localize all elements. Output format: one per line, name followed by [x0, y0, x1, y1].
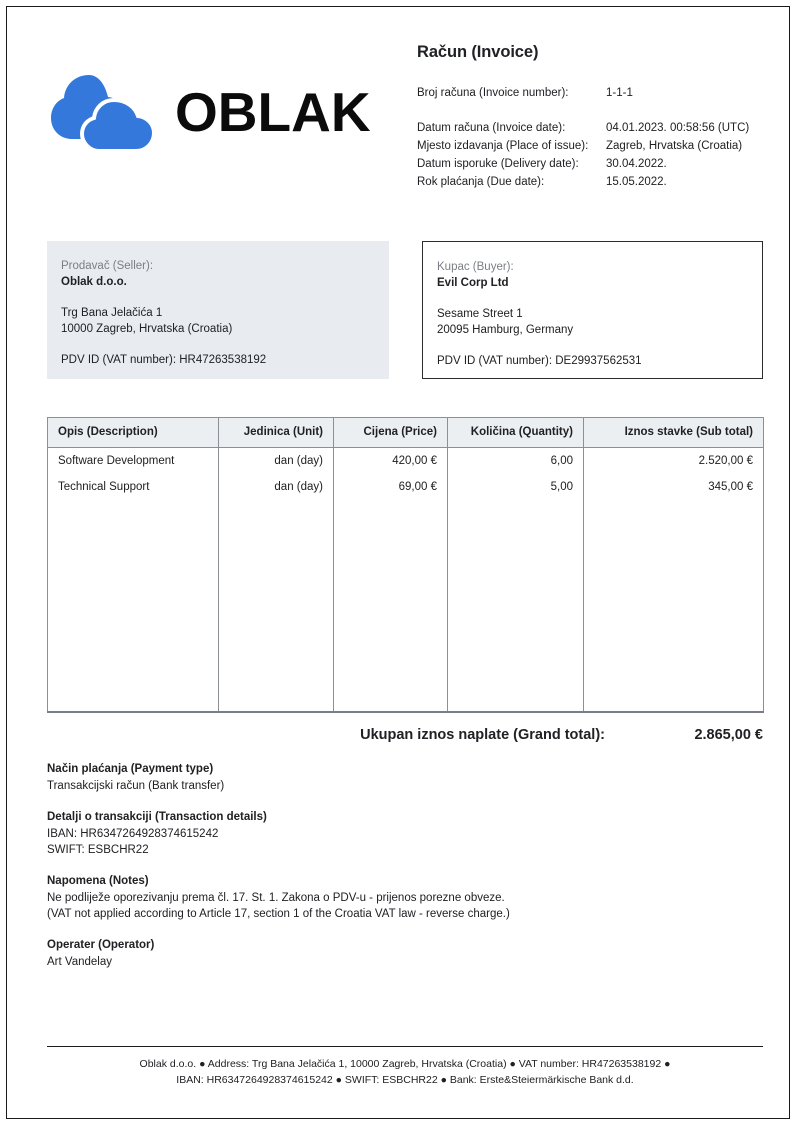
cell-subtotal: 345,00 €: [584, 474, 764, 500]
notes-line-1: Ne podliježe oporezivanju prema čl. 17. St. 1. Zakona o PDV-u - prijenos porezne obveze.: [47, 892, 505, 904]
seller-spacer: [61, 290, 373, 306]
cell-empty: [219, 500, 334, 712]
cell-quantity: 6,00: [448, 448, 584, 475]
meta-row-place-of-issue: [417, 137, 777, 155]
grand-total-label: Ukupan iznos naplate (Grand total):: [360, 727, 605, 743]
parties-section: [47, 241, 763, 379]
meta-value: Zagreb, Hrvatska (Croatia): [606, 140, 743, 152]
grand-total-value: 2.865,00 €: [694, 727, 763, 743]
cell-price: 420,00 €: [334, 448, 448, 475]
cell-empty: [448, 500, 584, 712]
seller-box: [47, 241, 389, 379]
meta-label: Rok plaćanja (Due date):: [417, 176, 545, 188]
company-logo: [51, 69, 371, 155]
invoice-page: [6, 6, 790, 1119]
meta-row-delivery-date: [417, 155, 777, 173]
cloud-logo-icon: [51, 69, 169, 155]
buyer-spacer: [437, 291, 746, 307]
company-wordmark: OBLAK: [175, 80, 371, 143]
payment-type-title: Način plaćanja (Payment type): [47, 763, 214, 775]
meta-row-due-date: [417, 173, 777, 191]
buyer-box: [422, 241, 763, 379]
seller-address-line-1: Trg Bana Jelačića 1: [61, 307, 163, 319]
cell-subtotal: 2.520,00 €: [584, 448, 764, 475]
seller-name: Oblak d.o.o.: [61, 275, 127, 288]
grand-total-row: [47, 727, 763, 743]
seller-spacer-2: [61, 337, 373, 353]
cell-empty: [48, 500, 219, 712]
meta-label: Datum računa (Invoice date):: [417, 122, 566, 134]
meta-value: 15.05.2022.: [606, 176, 667, 188]
cell-unit: dan (day): [219, 448, 334, 475]
cell-quantity: 5,00: [448, 474, 584, 500]
table-header-row: [48, 418, 764, 448]
cell-description: Technical Support: [48, 474, 219, 500]
footer-line-2: IBAN: HR6347264928374615242 ● SWIFT: ESBCHR22 ● Bank: Erste&Steiermärkische Bank d.d.: [176, 1074, 634, 1086]
buyer-address-line-2: 20095 Hamburg, Germany: [437, 323, 574, 336]
column-header-description: Opis (Description): [48, 418, 219, 448]
column-header-quantity: Količina (Quantity): [448, 418, 584, 448]
cell-unit: dan (day): [219, 474, 334, 500]
line-items-table: [47, 417, 764, 713]
meta-spacer: [417, 102, 777, 119]
notes-block: [47, 873, 747, 922]
cell-description: Software Development: [48, 448, 219, 475]
meta-row-invoice-date: [417, 119, 777, 137]
cell-empty: [584, 500, 764, 712]
table-row: [48, 448, 764, 475]
seller-vat-number: PDV ID (VAT number): HR47263538192: [61, 354, 267, 366]
transaction-details-block: [47, 809, 747, 858]
transaction-swift: SWIFT: ESBCHR22: [47, 844, 149, 856]
meta-row-invoice-number: [417, 84, 777, 102]
transaction-iban: IBAN: HR6347264928374615242: [47, 828, 219, 840]
operator-title: Operater (Operator): [47, 939, 155, 951]
meta-value: 30.04.2022.: [606, 158, 667, 170]
column-header-price: Cijena (Price): [334, 418, 448, 448]
footer-line-1: Oblak d.o.o. ● Address: Trg Bana Jelačića 1, 10000 Zagreb, Hrvatska (Croatia) ● VAT number: HR47263538192 ●: [139, 1058, 671, 1070]
buyer-spacer-2: [437, 338, 746, 354]
cell-price: 69,00 €: [334, 474, 448, 500]
invoice-details-section: [47, 761, 747, 985]
meta-value: 04.01.2023. 00:58:56 (UTC): [606, 122, 750, 134]
buyer-vat-number: PDV ID (VAT number): DE29937562531: [437, 355, 642, 367]
cell-empty: [334, 500, 448, 712]
column-header-subtotal: Iznos stavke (Sub total): [584, 418, 764, 448]
buyer-label: Kupac (Buyer):: [437, 261, 514, 273]
meta-value: 1-1-1: [606, 87, 633, 99]
buyer-address-line-1: Sesame Street 1: [437, 308, 523, 320]
meta-label: Datum isporuke (Delivery date):: [417, 158, 579, 170]
invoice-meta: [417, 43, 777, 191]
notes-line-2: (VAT not applied according to Article 17, section 1 of the Croatia VAT law - reverse charge.): [47, 908, 510, 920]
column-header-unit: Jedinica (Unit): [219, 418, 334, 448]
table-row: [48, 474, 764, 500]
payment-type-value: Transakcijski račun (Bank transfer): [47, 780, 225, 792]
seller-label: Prodavač (Seller):: [61, 260, 154, 272]
meta-label: Broj računa (Invoice number):: [417, 87, 569, 99]
operator-value: Art Vandelay: [47, 956, 112, 968]
invoice-footer: [47, 1046, 763, 1088]
notes-title: Napomena (Notes): [47, 875, 149, 887]
page-title: Račun (Invoice): [417, 43, 539, 61]
meta-label: Mjesto izdavanja (Place of issue):: [417, 140, 589, 152]
buyer-name: Evil Corp Ltd: [437, 276, 509, 289]
table-empty-space: [48, 500, 764, 712]
seller-address-line-2: 10000 Zagreb, Hrvatska (Croatia): [61, 322, 233, 335]
invoice-header: [7, 7, 789, 217]
transaction-details-title: Detalji o transakciji (Transaction details): [47, 811, 267, 823]
operator-block: [47, 937, 747, 970]
payment-type-block: [47, 761, 747, 794]
